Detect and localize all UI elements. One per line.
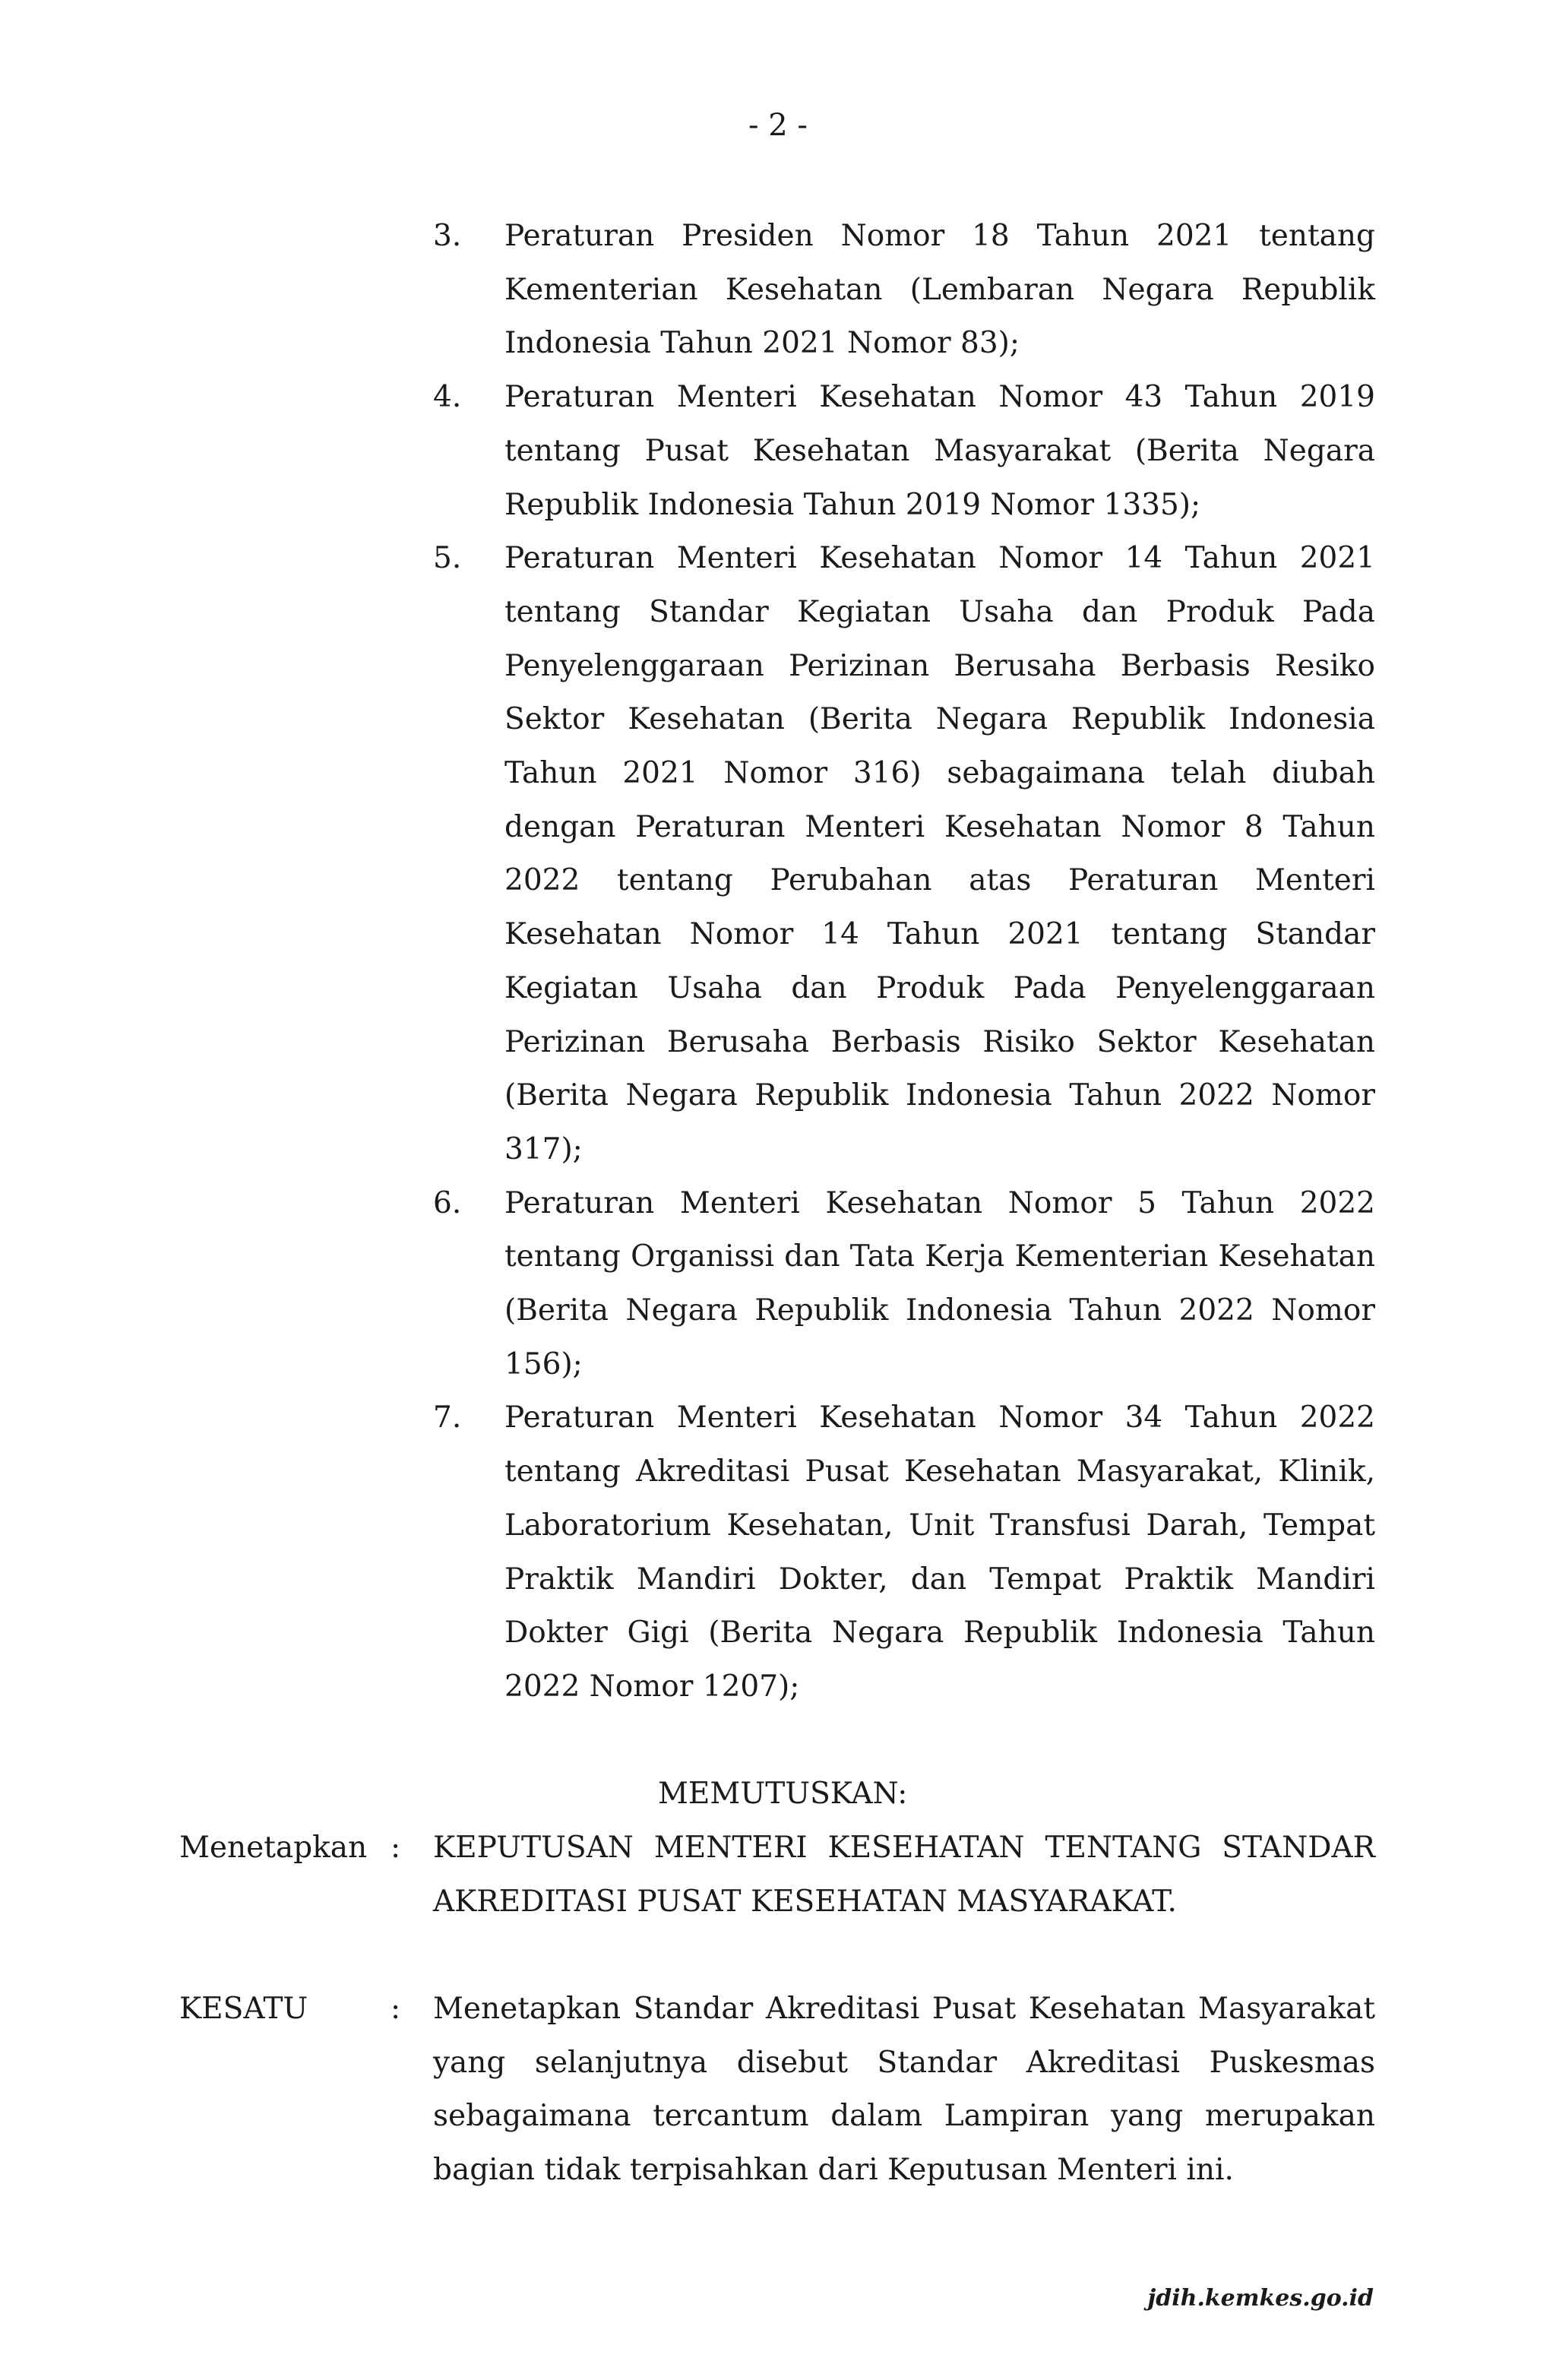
decision-heading: MEMUTUSKAN: — [658, 1777, 908, 1811]
item-text: Peraturan Menteri Kesehatan Nomor 43 Tahun 2019 tentang Pusat Kesehatan Masyarakat (Berita Negara Republik Indonesia Tahun 2019 Nomor 1335); — [504, 380, 1375, 522]
menetapkan-row — [179, 1821, 1375, 1929]
item-text: Peraturan Menteri Kesehatan Nomor 34 Tahun 2022 tentang Akreditasi Pusat Kesehatan Masyarakat, Klinik, Laboratorium Kesehatan, Unit Transfusi Darah, Tempat Praktik Mandiri Dokter, dan Tempat Praktik Mandiri Dokter Gigi (Berita Negara Republik Indonesia Tahun 2022 Nomor 1207); — [504, 1400, 1375, 1704]
consideration-item — [433, 371, 1375, 532]
kesatu-text: Menetapkan Standar Akreditasi Pusat Kesehatan Masyarakat yang selanjutnya disebut Standar Akreditasi Puskesmas sebagaimana tercantum dalam Lampiran yang merupakan bagian tidak terpisahkan dari Keputusan Menteri ini. — [433, 1992, 1375, 2188]
item-text: Peraturan Presiden Nomor 18 Tahun 2021 tentang Kementerian Kesehatan (Lembaran Negara Republik Indonesia Tahun 2021 Nomor 83); — [504, 219, 1375, 361]
footer-source-link[interactable]: jdih.kemkes.go.id — [1147, 2285, 1374, 2312]
kesatu-row — [179, 1983, 1375, 2198]
item-number: 4. — [433, 380, 462, 415]
menetapkan-text: KEPUTUSAN MENTERI KESEHATAN TENTANG STANDAR AKREDITASI PUSAT KESEHATAN MASYARAKAT. — [433, 1831, 1375, 1919]
item-number: 7. — [433, 1400, 462, 1435]
consideration-item — [433, 1177, 1375, 1392]
item-text: Peraturan Menteri Kesehatan Nomor 5 Tahun 2022 tentang Organissi dan Tata Kerja Kementerian Kesehatan (Berita Negara Republik Indonesia Tahun 2022 Nomor 156); — [504, 1185, 1375, 1381]
item-number: 5. — [433, 541, 462, 576]
kesatu-label: KESATU — [179, 1992, 308, 2026]
menetapkan-label: Menetapkan — [179, 1831, 368, 1865]
menetapkan-colon: : — [391, 1831, 401, 1865]
page-number: - 2 - — [748, 108, 808, 143]
kesatu-colon: : — [391, 1992, 401, 2026]
item-number: 3. — [433, 219, 462, 253]
considerations-list — [433, 210, 1375, 1714]
consideration-item — [433, 210, 1375, 371]
consideration-item — [433, 1391, 1375, 1714]
item-number: 6. — [433, 1185, 462, 1220]
item-text: Peraturan Menteri Kesehatan Nomor 14 Tahun 2021 tentang Standar Kegiatan Usaha dan Produk Pada Penyelenggaraan Perizinan Berusaha Berbasis Resiko Sektor Kesehatan (Berita Negara Republik Indonesia Tahun 2021 Nomor 316) sebagaimana telah diubah dengan Peraturan Menteri Kesehatan Nomor 8 Tahun 2022 tentang Perubahan atas Peraturan Menteri Kesehatan Nomor 14 Tahun 2021 tentang Standar Kegiatan Usaha dan Produk Pada Penyelenggaraan Perizinan Berusaha Berbasis Risiko Sektor Kesehatan (Berita Negara Republik Indonesia Tahun 2022 Nomor 317); — [504, 541, 1375, 1166]
consideration-item — [433, 532, 1375, 1176]
